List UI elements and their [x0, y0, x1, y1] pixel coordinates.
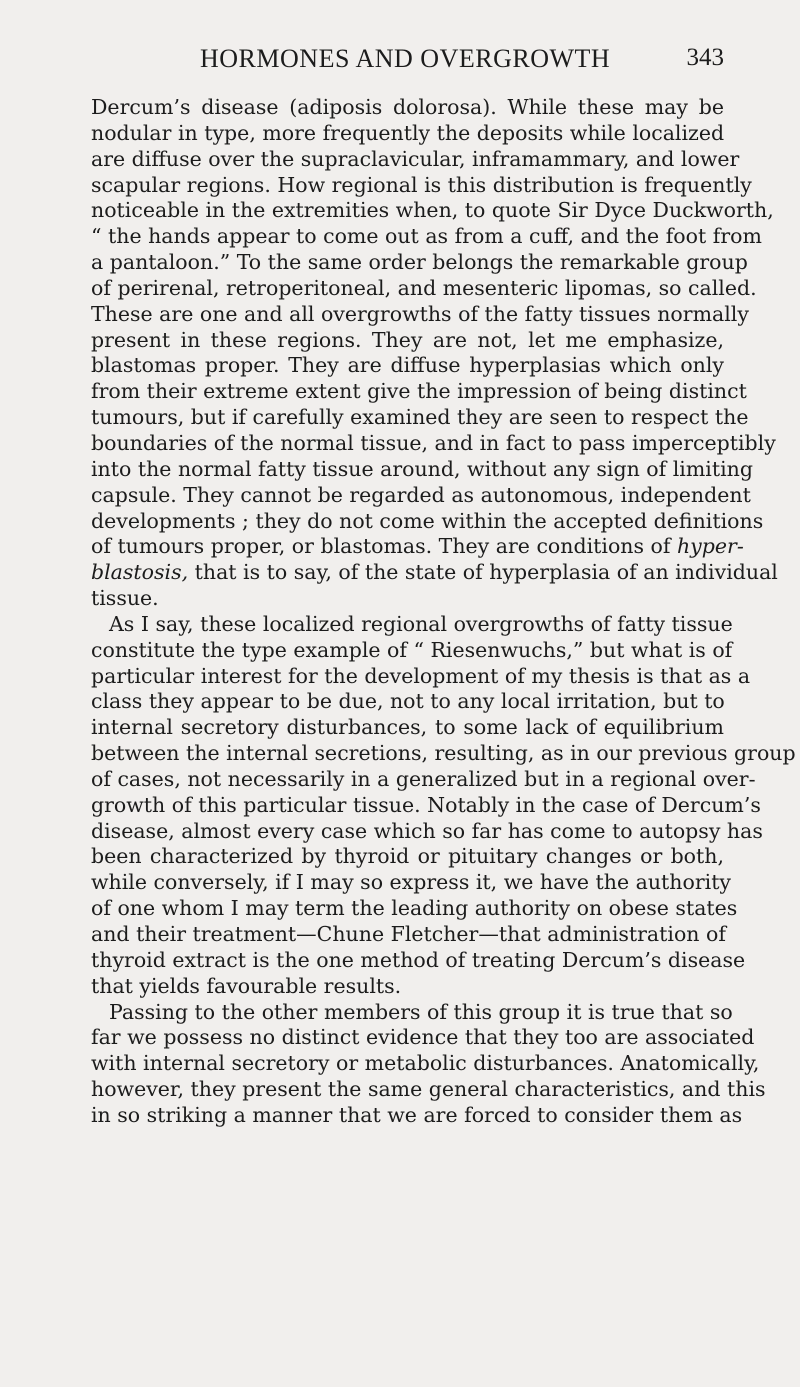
text-line: capsule. They cannot be regarded as autonomous, independent: [91, 482, 751, 507]
text-line: of perirenal, retroperitoneal, and mesenteric lipomas, so called.: [91, 275, 757, 300]
paragraph-2: [91, 611, 796, 1000]
text-line: between the internal secretions, resulting, as in our previous group: [91, 741, 796, 766]
text-line: are diffuse over the supraclavicular, inframammary, and lower: [91, 146, 740, 171]
text-line: far we possess no distinct evidence that they too are associated: [91, 1025, 755, 1050]
text-line: disease, almost every case which so far has come to autopsy has: [91, 818, 763, 843]
text-line: however, they present the same general characteristics, and this: [91, 1077, 766, 1102]
text-line: growth of this particular tissue. Notably in the case of Dercum’s: [91, 792, 761, 817]
text-line: boundaries of the normal tissue, and in fact to pass imperceptibly: [91, 430, 776, 455]
text-line: developments ; they do not come within the accepted definitions: [91, 508, 764, 533]
page-header: [90, 44, 724, 80]
text-line: with internal secretory or metabolic disturbances. Anatomically,: [91, 1051, 760, 1076]
text-line: “ the hands appear to come out as from a cuff, and the foot from: [91, 224, 762, 249]
text-line: internal secretory disturbances, to some lack of equilibrium: [91, 715, 724, 740]
text-line: nodular in type, more frequently the deposits while localized: [91, 120, 725, 145]
text-line: Dercum’s disease (adiposis dolorosa). While these may be: [91, 95, 724, 119]
paragraph-3: [91, 999, 766, 1129]
text-line: scapular regions. How regional is this distribution is frequently: [91, 172, 752, 197]
text-line: noticeable in the extremities when, to quote Sir Dyce Duckworth,: [91, 198, 774, 223]
text-span: that is to say, of the state of hyperplasia of an individual: [188, 560, 778, 585]
text-line: Passing to the other members of this group it is true that so: [109, 999, 733, 1024]
text-line: into the normal fatty tissue around, without any sign of limiting: [91, 456, 753, 481]
text-line: from their extreme extent give the impression of being distinct: [91, 379, 747, 404]
text-line: These are one and all overgrowths of the fatty tissues normally: [91, 301, 749, 326]
text-line: tissue.: [91, 586, 159, 611]
text-line: while conversely, if I may so express it, we have the authority: [91, 870, 732, 895]
text-line: As I say, these localized regional overgrowths of fatty tissue: [109, 611, 733, 636]
text-line: of cases, not necessarily in a generalized but in a regional over-: [91, 766, 756, 791]
page-number: 343: [686, 44, 724, 71]
italic-term: hyper-: [676, 534, 744, 559]
text-line: in so striking a manner that we are forced to consider them as: [91, 1102, 743, 1127]
text-line: and their treatment—Chune Fletcher—that administration of: [91, 922, 726, 946]
text-line: particular interest for the development of my thesis is that as a: [91, 663, 751, 688]
text-span: of tumours proper, or blastomas. They are conditions of: [91, 534, 677, 559]
text-line: class they appear to be due, not to any local irritation, but to: [91, 689, 725, 714]
text-line: of one whom I may term the leading authority on obese states: [91, 896, 738, 921]
paragraph-1: [91, 95, 778, 612]
text-line: that yields favourable results.: [91, 973, 402, 998]
text-line: constitute the type example of “ Riesenwuchs,” but what is of: [91, 637, 733, 662]
text-line: blastomas proper. They are diffuse hyperplasias which only: [91, 353, 724, 378]
text-line: thyroid extract is the one method of treating Dercum’s disease: [91, 947, 746, 972]
text-line: tumours, but if carefully examined they are seen to respect the: [91, 405, 749, 430]
text-line: present in these regions. They are not, let me emphasize,: [91, 327, 724, 352]
text-line: [91, 560, 778, 586]
text-line: a pantaloon.” To the same order belongs the remarkable group: [91, 250, 748, 275]
text-line: been characterized by thyroid or pituitary changes or both,: [91, 844, 724, 869]
running-head: HORMONES AND OVERGROWTH: [200, 44, 611, 73]
text-line: [91, 534, 744, 560]
body-text: [91, 95, 796, 1129]
italic-term: blastosis,: [91, 560, 189, 585]
